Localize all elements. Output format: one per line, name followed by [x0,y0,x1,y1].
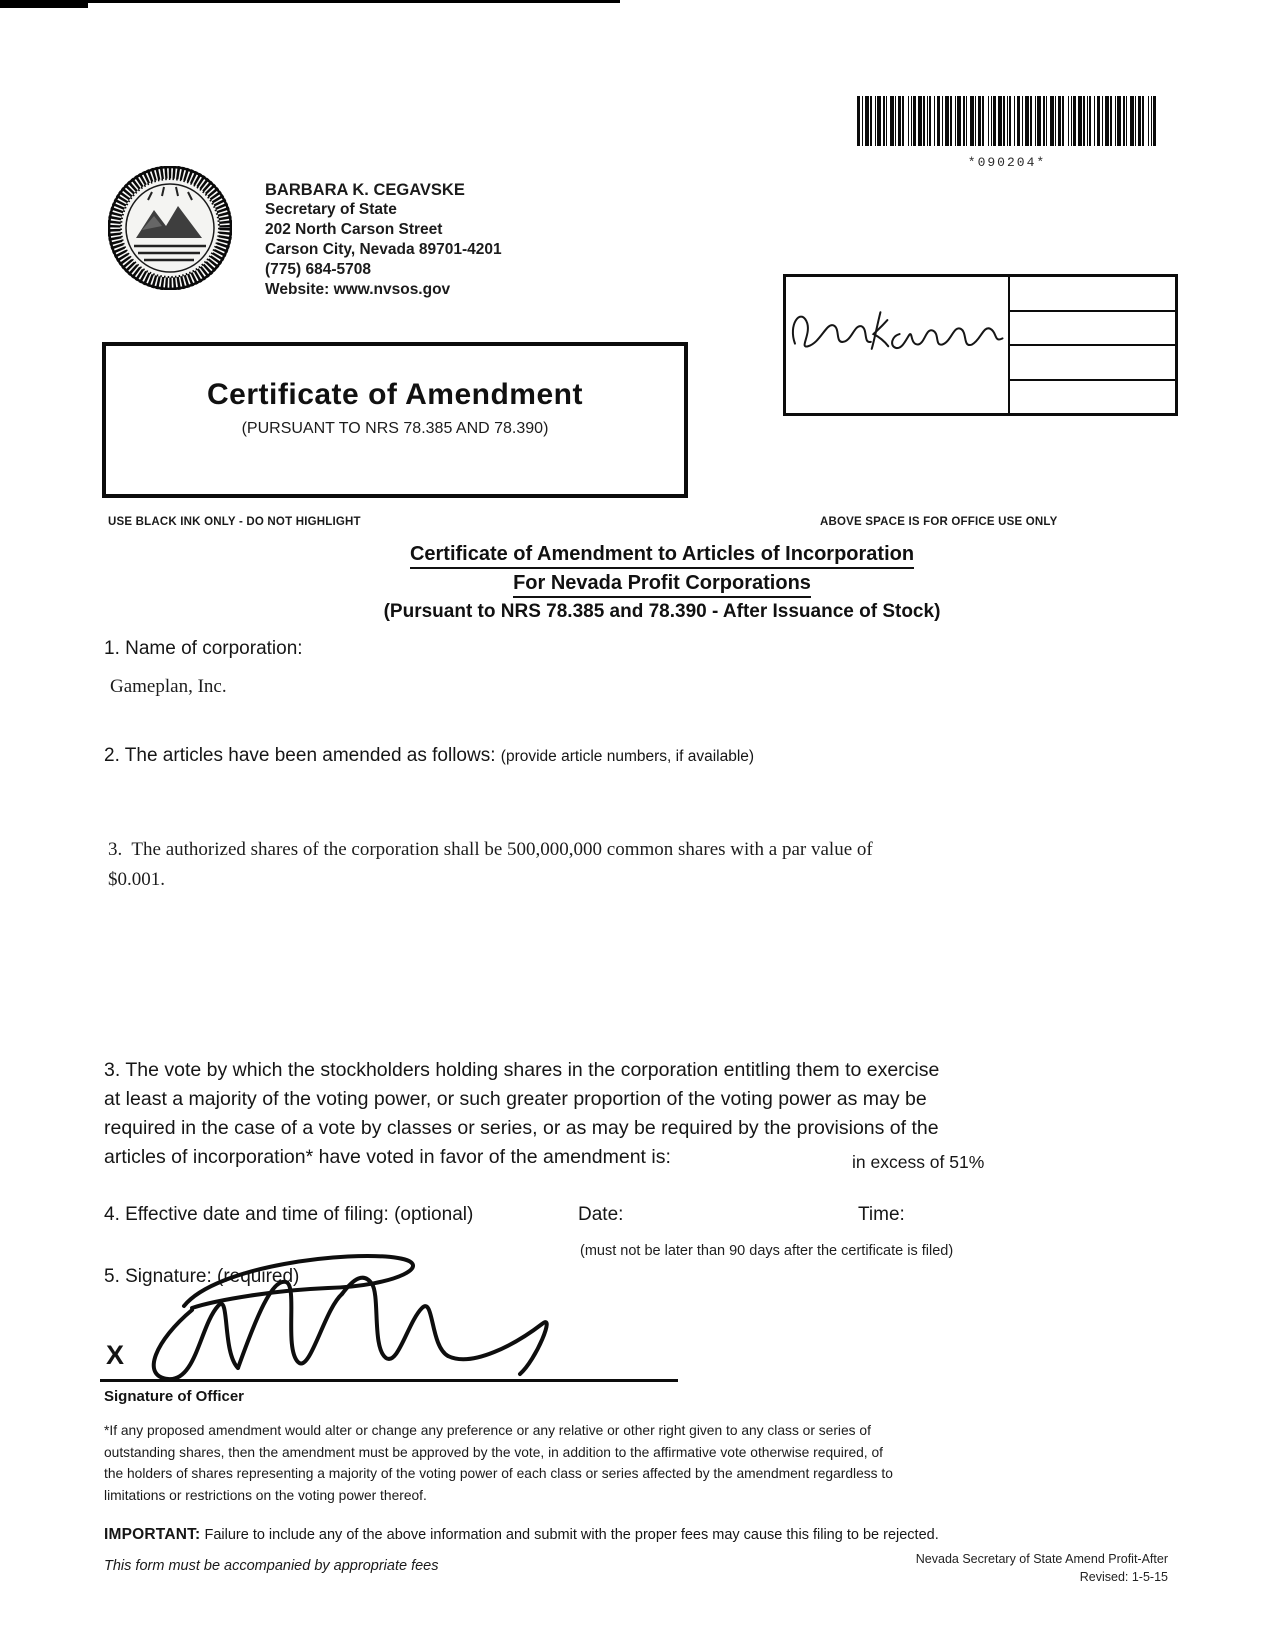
time-field-label: Time: [858,1204,905,1225]
item5-label: 5. Signature: (required) [104,1266,300,1287]
form-title-line3: (Pursuant to NRS 78.385 and 78.390 - After Issuance of Stock) [383,601,941,622]
office-use-row [1010,277,1175,312]
secretary-title: Secretary of State [265,201,397,218]
date-constraint-note: (must not be later than 90 days after the certificate is filed) [580,1243,954,1259]
phone-number: (775) 684-5708 [265,261,371,278]
office-use-row [1010,312,1175,347]
amendment-line2: $0.001. [108,869,165,890]
item1-label: 1. Name of corporation: [104,638,303,659]
nevada-state-seal-icon [108,166,232,295]
certificate-subtitle: (PURSUANT TO NRS 78.385 AND 78.390) [241,420,549,437]
ink-instruction: USE BLACK INK ONLY - DO NOT HIGHLIGHT [108,516,361,528]
form-title-line1: Certificate of Amendment to Articles of Incorporation [49,543,1275,569]
amendment-line1: 3. The authorized shares of the corporation shall be 500,000,000 common shares with a par value of [108,839,873,860]
signature-caption: Signature of Officer [104,1388,245,1405]
form-title-line2: For Nevada Profit Corporations [49,572,1275,598]
office-use-row [1010,381,1175,414]
important-notice: IMPORTANT: Failure to include any of the above information and submit with the proper fees may cause this filing to be rejected. [104,1526,939,1543]
item2-hint: (provide article numbers, if available) [500,748,755,765]
letterhead [265,180,502,300]
address-line2: Carson City, Nevada 89701-4201 [265,241,502,258]
signature-x-mark: X [106,1340,125,1370]
scan-artifact-corner [0,0,88,8]
footnote: *If any proposed amendment would alter or change any preference or any relative or other right given to any class or series of outstanding shares, then the amendment must be approved by the vote, in addition to the affirmative vote otherwise required, of the holders of shares representing a majority of the voting power of each class or series affected by the amendment regardless to limitations or restrictions on the voting power thereof. [104,1423,893,1503]
corporation-name-value: Gameplan, Inc. [110,676,227,697]
item2-label: 2. The articles have been amended as follows: (provide article numbers, if available) [104,745,755,766]
office-use-caption: ABOVE SPACE IS FOR OFFICE USE ONLY [820,516,1058,528]
revision-date: Revised: 1-5-15 [1079,1570,1168,1584]
fees-note: This form must be accompanied by appropriate fees [104,1558,439,1574]
barcode-image [857,96,1157,146]
amendment-typed-text [108,835,873,895]
barcode [857,96,1157,170]
office-use-rows [1010,277,1175,413]
website: Website: www.nvsos.gov [265,281,451,298]
important-label: IMPORTANT: [104,1526,201,1543]
date-field-label: Date: [578,1204,624,1225]
certificate-title: Certificate of Amendment [207,378,583,411]
certificate-title-box [102,342,688,498]
officer-signature-image [96,1248,656,1388]
scan-artifact-line [88,0,620,3]
vote-percentage-value: in excess of 51% [852,1152,985,1172]
form-revision-info [768,1550,1168,1586]
office-use-box [783,274,1178,416]
office-use-signature-cell [786,277,1010,413]
item3-vote-paragraph: 3. The vote by which the stockholders holding shares in the corporation entitling them to exercise at least a majority of the voting power, or such greater proportion of the voting power as may be required in the case of a vote by classes or series, or as may be required by the provisions of the articles of incorporation* have voted in favor of the amendment is: [104,1059,940,1168]
barcode-text: *090204* [967,155,1047,170]
office-use-row [1010,346,1175,381]
secretary-name: BARBARA K. CEGAVSKE [265,181,465,199]
address-line1: 202 North Carson Street [265,221,443,238]
cegavske-handwritten-signature-image [788,291,1006,371]
form-id: Nevada Secretary of State Amend Profit-After [915,1552,1168,1566]
item4-label: 4. Effective date and time of filing: (optional) [104,1204,474,1225]
